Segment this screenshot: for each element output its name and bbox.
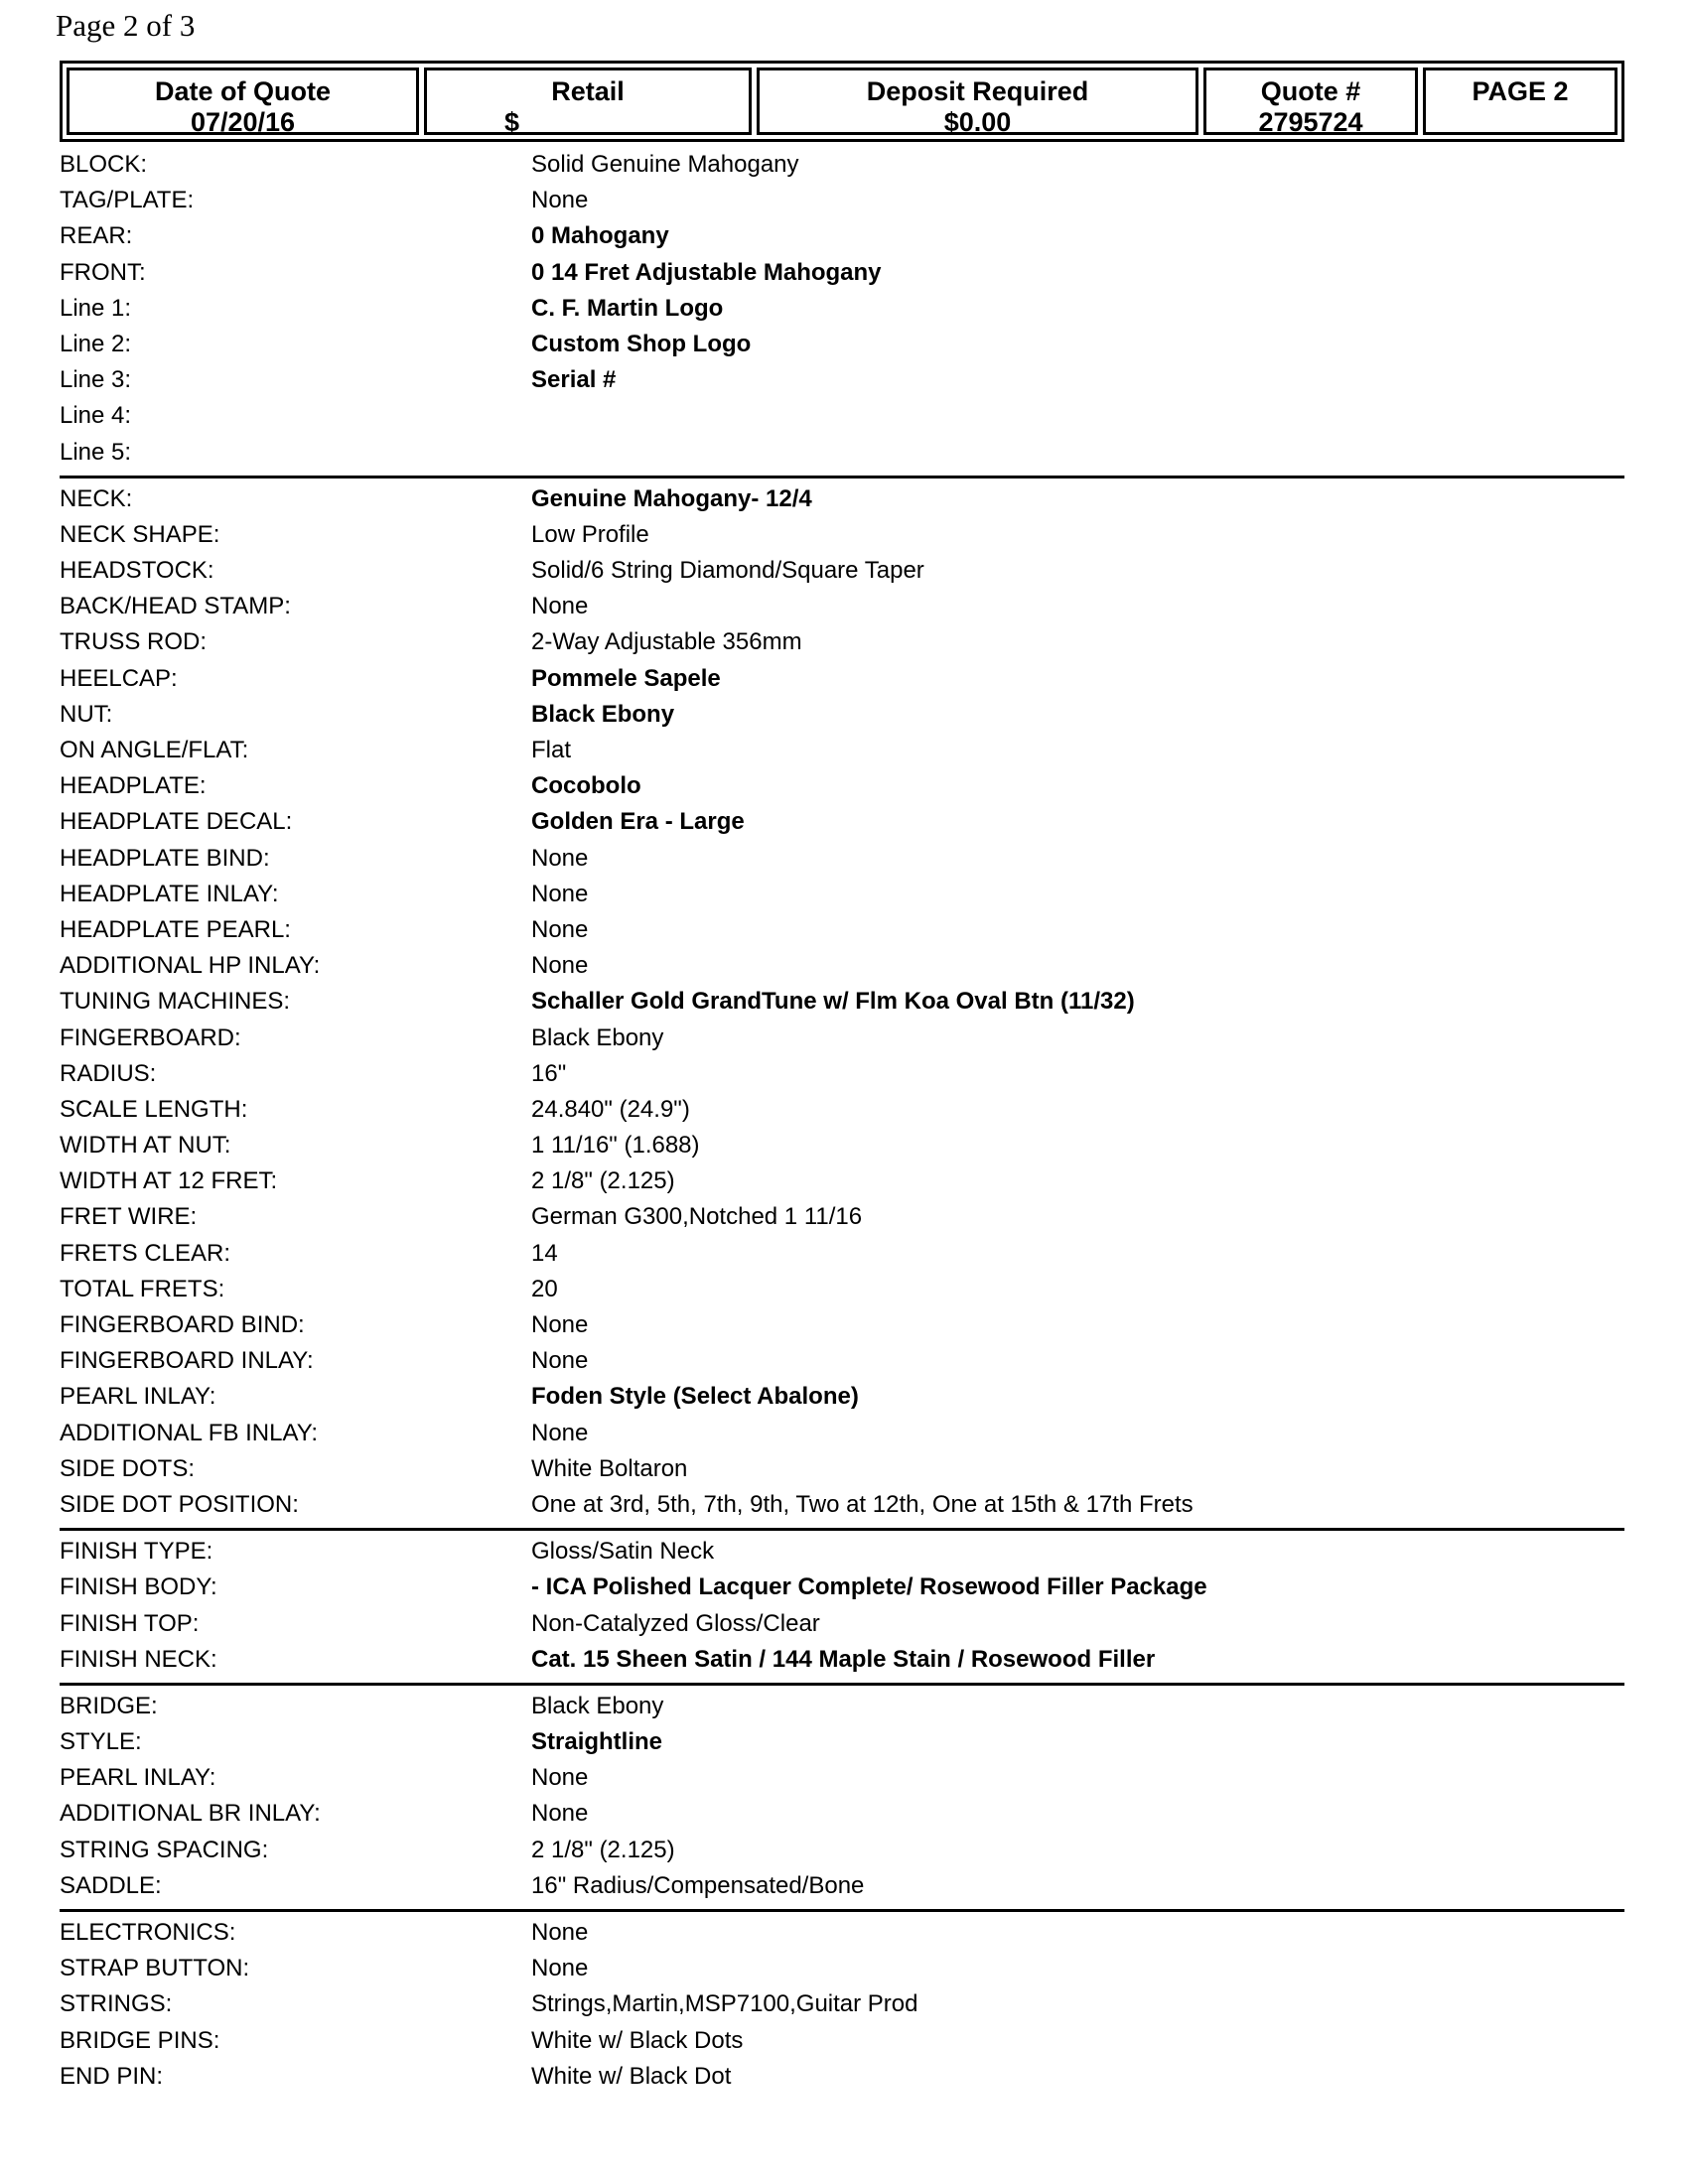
spec-row bbox=[60, 398, 1624, 434]
spec-value: 20 bbox=[531, 1275, 558, 1302]
spec-label: SIDE DOT POSITION: bbox=[60, 1490, 299, 1518]
spec-label: NECK SHAPE: bbox=[60, 520, 220, 548]
spec-value: German G300,Notched 1 11/16 bbox=[531, 1203, 863, 1231]
spec-row bbox=[60, 1487, 1624, 1523]
spec-row bbox=[60, 1642, 1624, 1678]
spec-row bbox=[60, 804, 1624, 840]
spec-label: TOTAL FRETS: bbox=[60, 1275, 225, 1302]
spec-value: Cocobolo bbox=[531, 772, 641, 800]
spec-row bbox=[60, 948, 1624, 984]
spec-label: Line 2: bbox=[60, 330, 132, 357]
spec-row bbox=[60, 291, 1624, 327]
spec-label: TUNING MACHINES: bbox=[60, 988, 291, 1016]
spec-value: None bbox=[531, 1800, 589, 1828]
spec-value: 2 1/8" (2.125) bbox=[531, 1836, 675, 1863]
spec-value: Strings,Martin,MSP7100,Guitar Prod bbox=[531, 1990, 918, 2018]
spec-label: FRONT: bbox=[60, 258, 146, 286]
spec-value: 16" Radius/Compensated/Bone bbox=[531, 1871, 865, 1899]
spec-row bbox=[60, 1416, 1624, 1451]
spec-value: Pommele Sapele bbox=[531, 664, 721, 692]
deposit-required-value: $0.00 bbox=[943, 107, 1012, 137]
spec-label: SADDLE: bbox=[60, 1871, 162, 1899]
spec-row bbox=[60, 1056, 1624, 1092]
spec-value: - ICA Polished Lacquer Complete/ Rosewood Filler Package bbox=[531, 1573, 1207, 1601]
spec-row bbox=[60, 1128, 1624, 1163]
spec-label: WIDTH AT NUT: bbox=[60, 1132, 231, 1160]
spec-row bbox=[60, 183, 1624, 218]
spec-label: ADDITIONAL BR INLAY: bbox=[60, 1800, 321, 1828]
spec-label: ELECTRONICS: bbox=[60, 1919, 236, 1946]
spec-label: FINGERBOARD: bbox=[60, 1024, 241, 1051]
spec-label: WIDTH AT 12 FRET: bbox=[60, 1167, 278, 1195]
spec-row bbox=[60, 768, 1624, 804]
page-number-label: Page 2 of 3 bbox=[56, 8, 196, 43]
spec-value: Solid/6 String Diamond/Square Taper bbox=[531, 557, 924, 585]
date-of-quote-cell bbox=[67, 68, 419, 135]
spec-value: None bbox=[531, 844, 589, 872]
spec-value: Straightline bbox=[531, 1728, 663, 1756]
spec-label: FINISH NECK: bbox=[60, 1645, 217, 1673]
deposit-required-cell bbox=[757, 68, 1198, 135]
spec-row bbox=[60, 624, 1624, 660]
spec-value: 16" bbox=[531, 1059, 567, 1087]
spec-label: STYLE: bbox=[60, 1728, 142, 1756]
spec-value: 1 11/16" (1.688) bbox=[531, 1132, 700, 1160]
spec-row bbox=[60, 2023, 1624, 2059]
spec-label: RADIUS: bbox=[60, 1059, 157, 1087]
spec-row bbox=[60, 553, 1624, 589]
spec-label: STRAP BUTTON: bbox=[60, 1955, 250, 1982]
spec-row bbox=[60, 841, 1624, 877]
spec-label: FINISH TOP: bbox=[60, 1609, 200, 1637]
spec-label: PEARL INLAY: bbox=[60, 1764, 216, 1792]
quote-number-label: Quote # bbox=[1260, 76, 1361, 106]
spec-value: 2 1/8" (2.125) bbox=[531, 1167, 675, 1195]
spec-label: FRET WIRE: bbox=[60, 1203, 198, 1231]
date-of-quote-value: 07/20/16 bbox=[190, 107, 296, 137]
spec-value: 0 14 Fret Adjustable Mahogany bbox=[531, 258, 882, 286]
spec-label: FINISH BODY: bbox=[60, 1573, 217, 1601]
spec-label: END PIN: bbox=[60, 2062, 164, 2090]
spec-label: HEELCAP: bbox=[60, 664, 178, 692]
spec-value: Solid Genuine Mahogany bbox=[531, 151, 799, 178]
spec-label: HEADPLATE DECAL: bbox=[60, 808, 293, 836]
spec-value: Genuine Mahogany- 12/4 bbox=[531, 484, 812, 512]
spec-row bbox=[60, 218, 1624, 254]
spec-label: BLOCK: bbox=[60, 151, 148, 178]
spec-row bbox=[60, 255, 1624, 291]
spec-row bbox=[60, 984, 1624, 1020]
spec-row bbox=[60, 1760, 1624, 1796]
spec-value: Golden Era - Large bbox=[531, 808, 745, 836]
retail-cell bbox=[424, 68, 752, 135]
spec-row bbox=[60, 1951, 1624, 1986]
spec-value: None bbox=[531, 1955, 589, 1982]
spec-label: HEADPLATE: bbox=[60, 772, 207, 800]
spec-row bbox=[60, 1986, 1624, 2022]
spec-row bbox=[60, 1915, 1624, 1951]
finish-section bbox=[60, 1534, 1624, 1686]
retail-label: Retail bbox=[551, 76, 625, 106]
spec-row bbox=[60, 1163, 1624, 1199]
bridge-section bbox=[60, 1689, 1624, 1912]
spec-label: HEADPLATE PEARL: bbox=[60, 915, 291, 943]
spec-value: Foden Style (Select Abalone) bbox=[531, 1383, 859, 1411]
spec-label: ADDITIONAL HP INLAY: bbox=[60, 952, 321, 980]
spec-value: Black Ebony bbox=[531, 1692, 664, 1719]
spec-row bbox=[60, 589, 1624, 624]
spec-row bbox=[60, 2059, 1624, 2095]
spec-row bbox=[60, 1570, 1624, 1605]
spec-value: 2-Way Adjustable 356mm bbox=[531, 628, 802, 656]
spec-label: BRIDGE: bbox=[60, 1692, 158, 1719]
page-indicator: PAGE 2 bbox=[1472, 76, 1569, 106]
spec-value: White Boltaron bbox=[531, 1454, 688, 1482]
neck-section bbox=[60, 481, 1624, 1531]
spec-row bbox=[60, 147, 1624, 183]
spec-row bbox=[60, 1833, 1624, 1868]
spec-value: White w/ Black Dots bbox=[531, 2026, 744, 2054]
spec-value: One at 3rd, 5th, 7th, 9th, Two at 12th, One at 15th & 17th Frets bbox=[531, 1490, 1194, 1518]
spec-value: None bbox=[531, 1919, 589, 1946]
spec-row bbox=[60, 1236, 1624, 1272]
spec-value: Gloss/Satin Neck bbox=[531, 1538, 715, 1566]
spec-label: ADDITIONAL FB INLAY: bbox=[60, 1419, 319, 1446]
spec-label: Line 1: bbox=[60, 294, 132, 322]
retail-value: $ bbox=[504, 107, 520, 137]
spec-value: None bbox=[531, 593, 589, 620]
spec-row bbox=[60, 1343, 1624, 1379]
spec-row bbox=[60, 1199, 1624, 1235]
spec-label: NUT: bbox=[60, 700, 113, 728]
spec-value: 0 Mahogany bbox=[531, 222, 669, 250]
hardware-section bbox=[60, 1915, 1624, 2095]
quote-header-table bbox=[60, 61, 1624, 142]
spec-label: TRUSS ROD: bbox=[60, 628, 208, 656]
spec-row bbox=[60, 1689, 1624, 1724]
spec-value: None bbox=[531, 1347, 589, 1375]
spec-value: Serial # bbox=[531, 366, 617, 394]
date-of-quote-label: Date of Quote bbox=[154, 76, 331, 106]
spec-row bbox=[60, 1534, 1624, 1570]
spec-value: None bbox=[531, 915, 589, 943]
spec-value: None bbox=[531, 1311, 589, 1338]
spec-value: C. F. Martin Logo bbox=[531, 294, 724, 322]
spec-label: FINGERBOARD INLAY: bbox=[60, 1347, 314, 1375]
spec-label: STRING SPACING: bbox=[60, 1836, 269, 1863]
spec-row bbox=[60, 1606, 1624, 1642]
spec-row bbox=[60, 1092, 1624, 1128]
spec-label: FINGERBOARD BIND: bbox=[60, 1311, 305, 1338]
spec-label: Line 4: bbox=[60, 402, 132, 430]
spec-label: Line 3: bbox=[60, 366, 132, 394]
quote-number-value: 2795724 bbox=[1258, 107, 1363, 137]
spec-value: Flat bbox=[531, 737, 572, 763]
spec-label: BACK/HEAD STAMP: bbox=[60, 593, 291, 620]
spec-label: SIDE DOTS: bbox=[60, 1454, 196, 1482]
spec-value: None bbox=[531, 952, 589, 980]
spec-label: TAG/PLATE: bbox=[60, 187, 195, 214]
spec-row bbox=[60, 733, 1624, 768]
spec-value: 24.840" (24.9") bbox=[531, 1095, 690, 1123]
spec-row bbox=[60, 1021, 1624, 1056]
spec-value: Low Profile bbox=[531, 520, 649, 548]
spec-row bbox=[60, 661, 1624, 697]
spec-value: Black Ebony bbox=[531, 1024, 664, 1051]
spec-row bbox=[60, 877, 1624, 912]
spec-row bbox=[60, 1868, 1624, 1904]
spec-value: Custom Shop Logo bbox=[531, 330, 752, 357]
spec-row bbox=[60, 1272, 1624, 1307]
spec-value: 14 bbox=[531, 1239, 558, 1267]
spec-row bbox=[60, 1796, 1624, 1832]
spec-row bbox=[60, 1307, 1624, 1343]
spec-label: HEADPLATE BIND: bbox=[60, 844, 270, 872]
spec-row bbox=[60, 362, 1624, 398]
spec-value: Cat. 15 Sheen Satin / 144 Maple Stain / Rosewood Filler bbox=[531, 1645, 1156, 1673]
spec-label: HEADSTOCK: bbox=[60, 557, 214, 585]
spec-value: Non-Catalyzed Gloss/Clear bbox=[531, 1609, 820, 1637]
spec-row bbox=[60, 481, 1624, 517]
spec-row bbox=[60, 327, 1624, 362]
spec-value: Schaller Gold GrandTune w/ Flm Koa Oval Btn (11/32) bbox=[531, 988, 1135, 1016]
spec-label: FRETS CLEAR: bbox=[60, 1239, 231, 1267]
spec-row bbox=[60, 435, 1624, 471]
spec-sections bbox=[60, 147, 1624, 2095]
spec-value: None bbox=[531, 1419, 589, 1446]
spec-row bbox=[60, 1379, 1624, 1415]
quote-number-cell bbox=[1203, 68, 1418, 135]
spec-label: STRINGS: bbox=[60, 1990, 173, 2018]
spec-value: None bbox=[531, 187, 589, 214]
spec-label: REAR: bbox=[60, 222, 133, 250]
block-section bbox=[60, 147, 1624, 478]
spec-row bbox=[60, 1724, 1624, 1760]
spec-label: NECK: bbox=[60, 484, 133, 512]
spec-label: FINISH TYPE: bbox=[60, 1538, 213, 1566]
spec-value: White w/ Black Dot bbox=[531, 2062, 732, 2090]
deposit-required-label: Deposit Required bbox=[866, 76, 1089, 106]
spec-row bbox=[60, 697, 1624, 733]
spec-label: ON ANGLE/FLAT: bbox=[60, 737, 249, 763]
spec-row bbox=[60, 912, 1624, 948]
spec-label: SCALE LENGTH: bbox=[60, 1095, 248, 1123]
spec-label: BRIDGE PINS: bbox=[60, 2026, 220, 2054]
spec-value: None bbox=[531, 880, 589, 907]
page-cell bbox=[1423, 68, 1618, 135]
spec-row bbox=[60, 1451, 1624, 1487]
spec-value: None bbox=[531, 1764, 589, 1792]
spec-label: HEADPLATE INLAY: bbox=[60, 880, 279, 907]
spec-label: PEARL INLAY: bbox=[60, 1383, 216, 1411]
spec-label: Line 5: bbox=[60, 438, 132, 466]
spec-value: Black Ebony bbox=[531, 700, 675, 728]
spec-row bbox=[60, 517, 1624, 553]
